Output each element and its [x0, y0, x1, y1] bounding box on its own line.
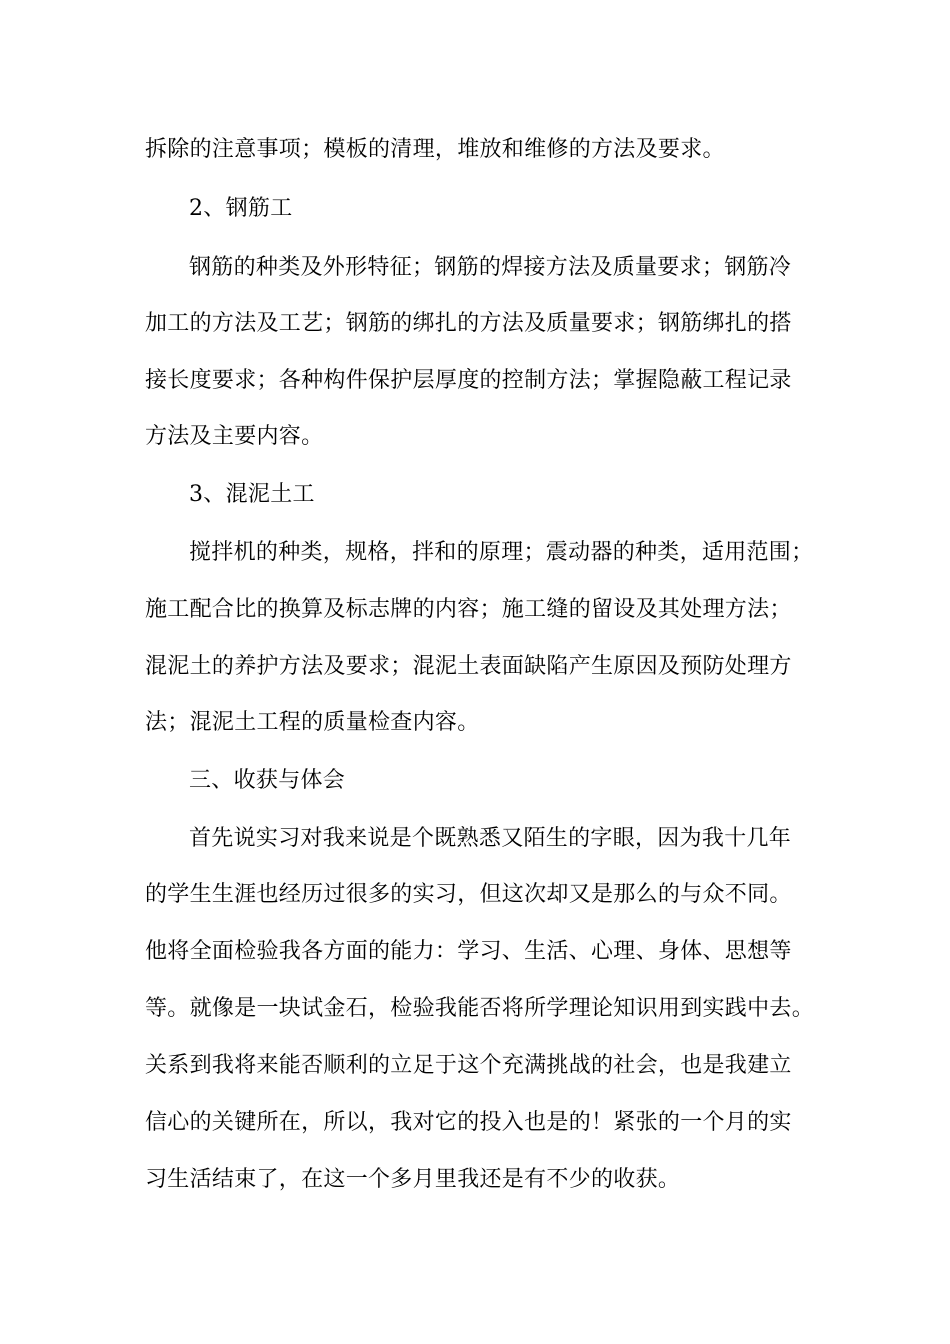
paragraph-line: 加工的方法及工艺；钢筋的绑扎的方法及质量要求；钢筋绑扎的搭 — [145, 311, 792, 336]
paragraph-line: 拆除的注意事项；模板的清理，堆放和维修的方法及要求。 — [145, 137, 725, 162]
section-heading-harvest: 三、收获与体会 — [189, 768, 346, 793]
paragraph-line: 施工配合比的换算及标志牌的内容；施工缝的留设及其处理方法； — [145, 597, 792, 622]
paragraph-line: 他将全面检验我各方面的能力：学习、生活、心理、身体、思想等 — [145, 939, 792, 964]
paragraph-line: 钢筋的种类及外形特征；钢筋的焊接方法及质量要求；钢筋冷 — [189, 255, 792, 280]
paragraph-line: 关系到我将来能否顺利的立足于这个充满挑战的社会，也是我建立 — [145, 1053, 792, 1078]
paragraph-line: 的学生生涯也经历过很多的实习，但这次却又是那么的与众不同。 — [145, 882, 792, 907]
paragraph-line: 搅拌机的种类，规格，拌和的原理；震动器的种类，适用范围； — [189, 540, 814, 565]
paragraph-line: 首先说实习对我来说是个既熟悉又陌生的字眼，因为我十几年 — [189, 826, 792, 851]
paragraph-line: 接长度要求；各种构件保护层厚度的控制方法；掌握隐蔽工程记录 — [145, 368, 792, 393]
paragraph-line: 等。就像是一块试金石，检验我能否将所学理论知识用到实践中去。 — [145, 996, 815, 1021]
section-heading-steel: 2、钢筋工 — [189, 196, 293, 221]
paragraph-line: 法；混泥土工程的质量检查内容。 — [145, 710, 480, 735]
paragraph-line: 习生活结束了，在这一个多月里我还是有不少的收获。 — [145, 1167, 681, 1192]
paragraph-line: 方法及主要内容。 — [145, 424, 324, 449]
section-heading-concrete: 3、混泥土工 — [189, 482, 315, 507]
paragraph-line: 混泥土的养护方法及要求；混泥土表面缺陷产生原因及预防处理方 — [145, 654, 792, 679]
paragraph-line: 信心的关键所在，所以，我对它的投入也是的！紧张的一个月的实 — [145, 1110, 792, 1135]
